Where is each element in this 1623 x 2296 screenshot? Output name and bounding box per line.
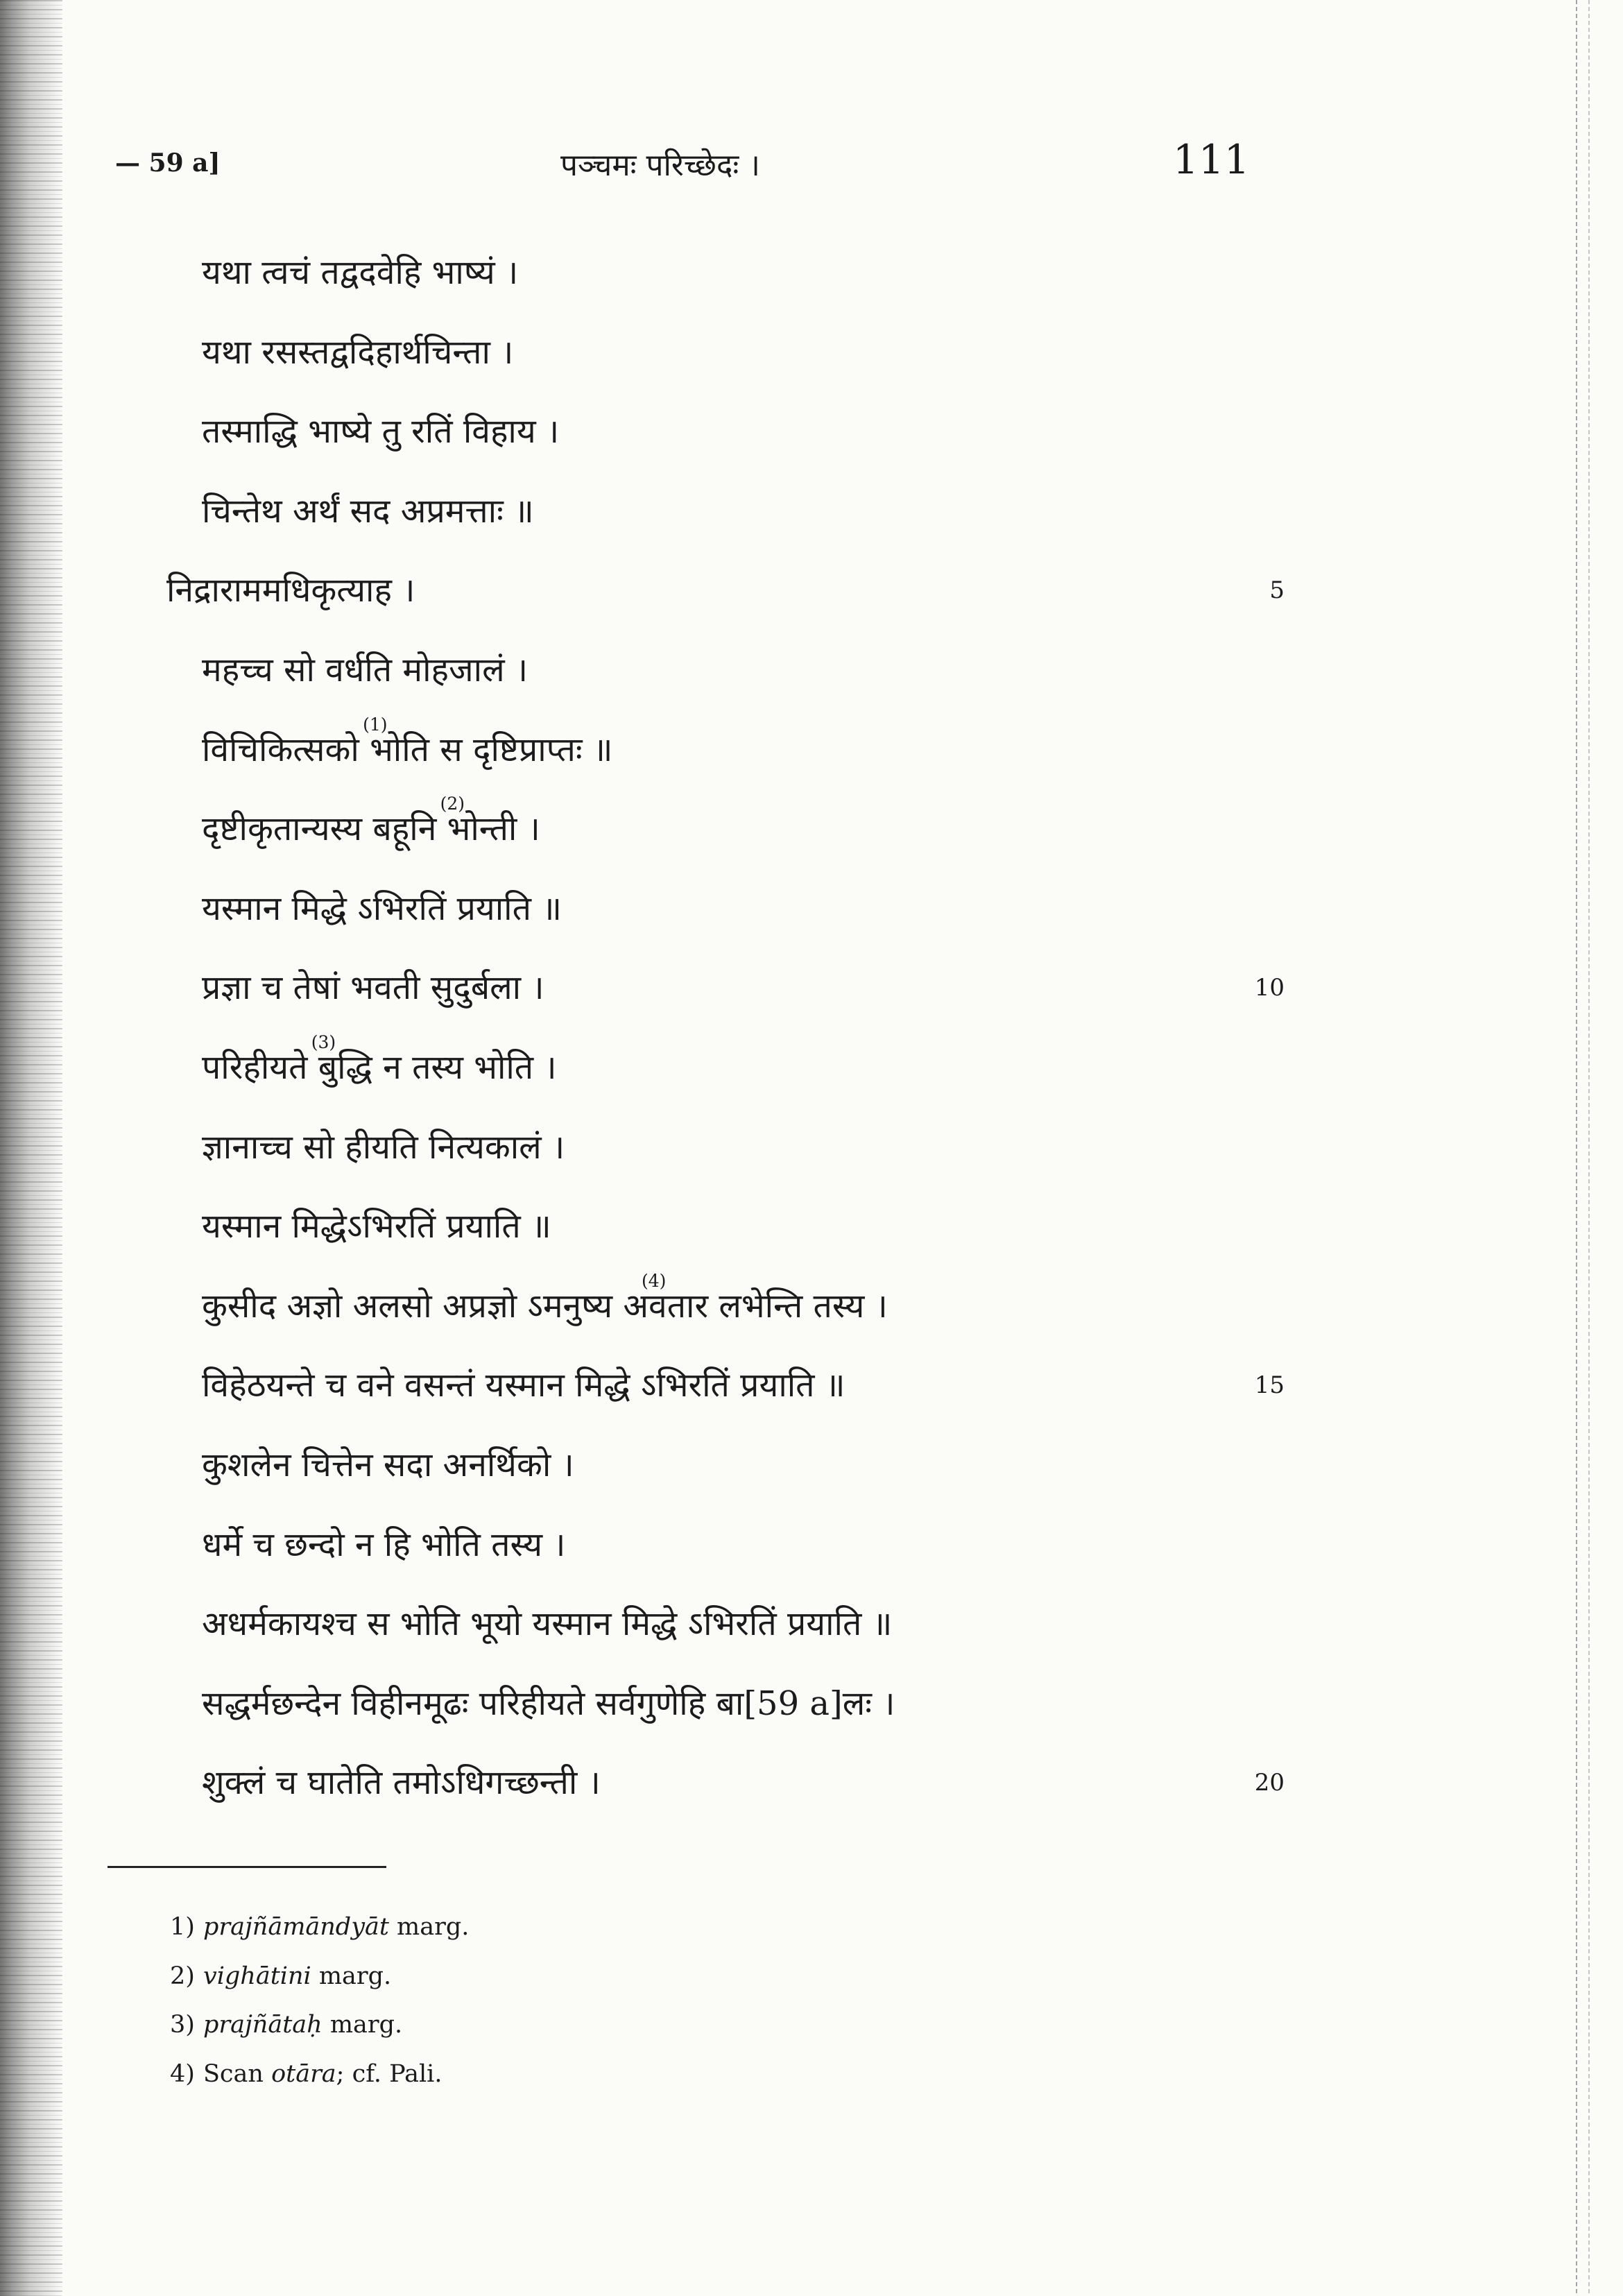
footnote-number: 1) <box>170 1913 195 1941</box>
footnote-rule <box>108 1866 386 1868</box>
verse-text: यस्मान मिद्धे ऽभिरतिं प्रयाति ॥ <box>202 889 562 928</box>
footnote-number: 4) <box>170 2060 195 2089</box>
footnote-suffix: marg. <box>311 1962 392 1990</box>
verse-line <box>0 869 1623 949</box>
verse-text: यथा रसस्तद्वदिहार्थचिन्ता । <box>202 332 514 372</box>
verse-line <box>0 313 1623 393</box>
verse-line <box>0 392 1623 472</box>
verse-text-after: भोन्ती । <box>447 809 540 849</box>
verse-line <box>0 631 1623 710</box>
page-number: 111 <box>1173 136 1250 183</box>
verse-text: सद्धर्मछन्देन विहीनमूढः परिहीयते सर्वगुणेहि बा[59 a]लः । <box>202 1684 895 1723</box>
verse-text <box>202 789 540 869</box>
footnote-term: vighātini <box>203 1962 311 1990</box>
verse-text-before: विचिकित्सको <box>202 730 370 769</box>
verse-text: तस्माद्धि भाष्ये तु रतिं विहाय । <box>202 412 560 452</box>
footnote <box>170 2050 469 2099</box>
verse-text: कुशलेन चित्तेन सदा अनर्थिको । <box>202 1445 574 1484</box>
verse-text-after: भोति स दृष्टिप्राप्तः ॥ <box>370 730 613 769</box>
chapter-title: पञ्चमः परिच्छेदः । <box>560 148 760 183</box>
footnote <box>170 1903 469 1952</box>
prose-text: निद्राराममधिकृत्याह । <box>166 571 415 610</box>
verse-line <box>0 1346 1623 1425</box>
verse-line <box>0 710 1623 790</box>
footnote-number: 2) <box>170 1962 195 1990</box>
footnote-ref: (1) <box>363 714 388 735</box>
verse-text <box>202 710 613 790</box>
verse-text: शुक्लं च घातेति तमोऽधिगच्छन्ती । <box>202 1763 601 1803</box>
verse-text: यथा त्वचं तद्वदवेहि भाष्यं । <box>202 253 519 292</box>
verse-block <box>0 233 1623 1823</box>
verse-text: अधर्मकायश्च स भोति भूयो यस्मान मिद्धे ऽभिरतिं प्रयाति ॥ <box>202 1604 893 1644</box>
verse-line <box>0 1108 1623 1188</box>
footnotes <box>170 1903 469 2099</box>
footnote-term: otāra <box>271 2060 336 2089</box>
footnote-ref: (4) <box>642 1270 667 1291</box>
prose-line <box>0 551 1623 631</box>
verse-text-before: परिहीयते <box>202 1047 318 1087</box>
verse-line <box>0 1664 1623 1744</box>
verse-text-before: कुसीद अज्ञो अलसो अप्रज्ञो ऽमनुष्य अ <box>202 1286 649 1326</box>
verse-text-after: बुद्धि न तस्य भोति । <box>318 1047 557 1087</box>
footnote-term: prajñāmāndyāt <box>203 1913 389 1941</box>
footnote-number: 3) <box>170 2011 195 2039</box>
line-number: 5 <box>1269 576 1285 605</box>
footnote <box>170 1952 469 2001</box>
verse-line <box>0 789 1623 869</box>
verse-line <box>0 233 1623 313</box>
verse-text-after: वतार लभेन्ति तस्य । <box>649 1286 888 1326</box>
verse-text: धर्मे च छन्दो न हि भोति तस्य । <box>202 1525 566 1564</box>
verse-line <box>0 472 1623 551</box>
line-number: 15 <box>1254 1371 1285 1400</box>
verse-line <box>0 1028 1623 1108</box>
verse-text <box>202 1267 888 1346</box>
verse-text: ज्ञानाच्च सो हीयति नित्यकालं । <box>202 1127 565 1167</box>
verse-text <box>202 1028 557 1108</box>
verse-line <box>0 948 1623 1028</box>
verse-text: चिन्तेथ अर्थं सद अप्रमत्ताः ॥ <box>202 491 534 531</box>
footnote-suffix: marg. <box>322 2011 403 2039</box>
verse-line <box>0 1425 1623 1505</box>
verse-text: विहेठयन्ते च वने वसन्तं यस्मान मिद्धे ऽभिरतिं प्रयाति ॥ <box>202 1366 845 1405</box>
verse-line <box>0 1505 1623 1585</box>
verse-line <box>0 1187 1623 1267</box>
footnote-suffix: ; cf. Pali. <box>336 2060 443 2089</box>
footnote-suffix: marg. <box>388 1913 470 1941</box>
verse-text: यस्मान मिद्धेऽभिरतिं प्रयाति ॥ <box>202 1207 551 1246</box>
footnote-term: prajñātaḥ <box>203 2011 323 2039</box>
verse-line <box>0 1743 1623 1823</box>
line-number: 20 <box>1254 1769 1285 1797</box>
footnote-ref: (2) <box>440 794 465 814</box>
verse-text: प्रज्ञा च तेषां भवती सुदुर्बला । <box>202 968 544 1008</box>
footnote-prefix: Scan <box>203 2060 272 2089</box>
verse-text-before: दृष्टीकृतान्यस्य बहूनि <box>202 809 447 849</box>
verse-line <box>0 1267 1623 1346</box>
footnote <box>170 2001 469 2050</box>
manuscript-folio-ref: — 59 a] <box>115 148 221 178</box>
footnote-ref: (3) <box>311 1031 336 1052</box>
verse-text: महच्च सो वर्धति मोहजालं । <box>202 650 529 689</box>
verse-line <box>0 1584 1623 1664</box>
line-number: 10 <box>1254 974 1285 1002</box>
